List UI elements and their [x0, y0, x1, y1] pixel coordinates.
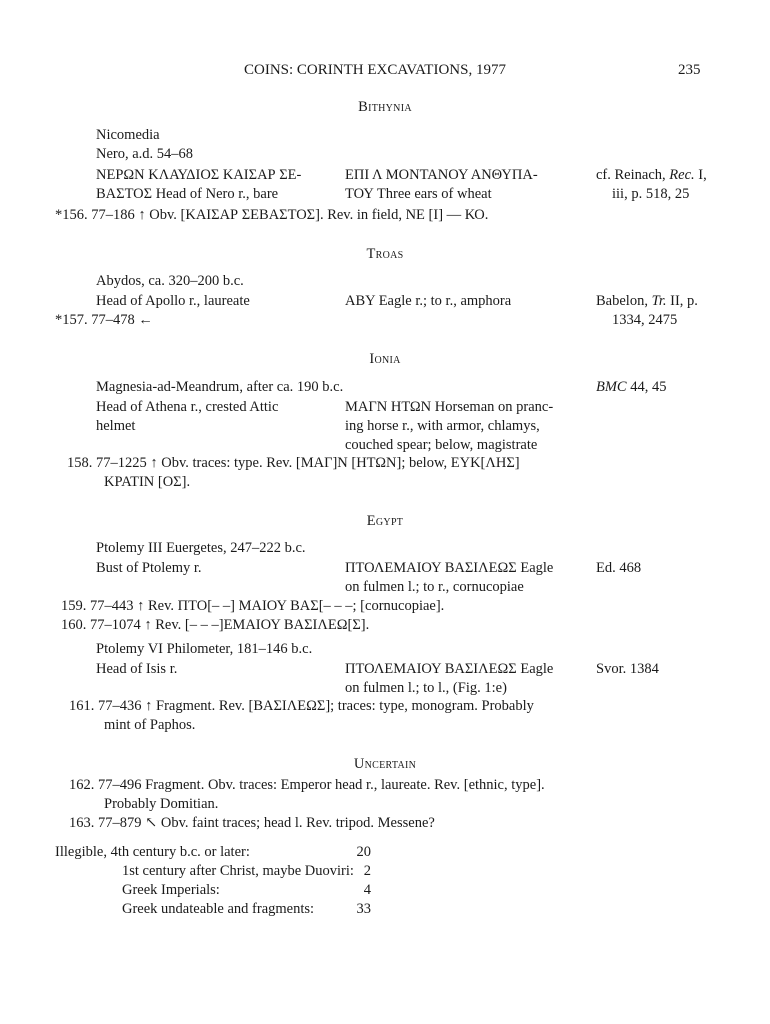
reverse-legend-line1: ΕΠΙ Λ ΜΟΝΤΑΝΟΥ ΑΝΘΥΠΑ- — [345, 167, 538, 183]
reference-reinach-suffix: I, — [694, 167, 707, 183]
section-heading-ionia: Ionia — [369, 351, 401, 367]
reverse-legend-line2: ΤΟΥ Three ears of wheat — [345, 186, 492, 202]
section-heading-bithynia: Bithynia — [358, 99, 412, 115]
reverse-description: ΑΒΥ Eagle r.; to r., amphora — [345, 293, 512, 309]
reference-babelon-title: Tr. — [651, 293, 667, 309]
obverse-legend-line2: helmet — [96, 418, 136, 434]
tally-count: 2 — [363, 863, 371, 879]
obverse-description: Head of Apollo r., laureate — [96, 293, 250, 309]
reverse-legend-line2: ing horse r., with armor, chlamys, — [345, 418, 540, 434]
catalog-entry-156: *156. 77–186 ↑ Obv. [ΚΑΙΣΑΡ ΣΕΒΑΣΤΟΣ]. Rev. in field, ΝΕ [Ι] — ΚΟ. — [55, 207, 489, 223]
obverse-legend-line1: Head of Athena r., crested Attic — [96, 399, 279, 415]
reference-babelon-prefix: Babelon, — [596, 293, 652, 309]
reference-reinach-line2: iii, p. 518, 25 — [612, 186, 690, 202]
reference-reinach-prefix: cf. Reinach, — [596, 167, 670, 183]
reference-babelon-line2: 1334, 2475 — [612, 312, 678, 328]
reference-bmc-suffix: 44, 45 — [626, 379, 667, 395]
tally-label: Greek Imperials: — [122, 882, 220, 898]
city-abydos: Abydos, ca. 320–200 b.c. — [96, 273, 244, 289]
reference-babelon — [596, 292, 698, 311]
catalog-entry-157: *157. 77–478 ← — [55, 312, 153, 328]
tally-label: 1st century after Christ, maybe Duoviri: — [122, 863, 354, 879]
catalog-entry-163: 163. 77–879 ↖ Obv. faint traces; head l. Rev. tripod. Messene? — [69, 815, 435, 831]
obverse-description: Head of Isis r. — [96, 661, 178, 677]
catalog-entry-161: 161. 77–436 ↑ Fragment. Rev. [ΒΑΣΙΛΕΩΣ]; traces: type, monogram. Probably — [69, 698, 534, 714]
ruler-ptolemy-iii: Ptolemy III Euergetes, 247–222 b.c. — [96, 540, 306, 556]
catalog-entry-160: 160. 77–1074 ↑ Rev. [– – –]ΕΜΑΙΟΥ ΒΑΣΙΛΕΩ[Σ]. — [61, 617, 370, 633]
obverse-description: Bust of Ptolemy r. — [96, 560, 202, 576]
reference-bmc — [596, 378, 666, 397]
tally-count: 4 — [363, 882, 371, 898]
city-nicomedia: Nicomedia — [96, 127, 160, 143]
catalog-entry-159: 159. 77–443 ↑ Rev. ΠΤΟ[– –] ΜΑΙΟΥ ΒΑΣ[– – –; [cornucopiae]. — [61, 598, 445, 614]
catalog-entry-162: 162. 77–496 Fragment. Obv. traces: Emperor head r., laureate. Rev. [ethnic, type]. — [69, 777, 545, 793]
tally-label: Greek undateable and fragments: — [122, 901, 315, 917]
tally-count: 33 — [356, 901, 371, 917]
tally-label: Illegible, 4th century b.c. or later: — [55, 844, 250, 860]
page-number: 235 — [678, 62, 701, 78]
reverse-legend-line1: ΜΑΓΝ ΗΤΩΝ Horseman on pranc- — [345, 399, 554, 415]
reverse-legend-line3: couched spear; below, magistrate — [345, 437, 538, 453]
catalog-entry-158-continued: ΚΡΑΤΙΝ [ΟΣ]. — [104, 474, 191, 490]
section-heading-egypt: Egypt — [366, 513, 404, 529]
city-magnesia: Magnesia-ad-Meandrum, after ca. 190 b.c. — [96, 379, 344, 395]
reference-reinach — [596, 166, 707, 185]
tally-count: 20 — [356, 844, 371, 860]
reverse-legend-line2: on fulmen l.; to r., cornucopiae — [345, 579, 524, 595]
catalog-entry-162-continued: Probably Domitian. — [104, 796, 219, 812]
obverse-legend-line2: ΒΑΣΤΟΣ Head of Nero r., bare — [96, 186, 279, 202]
reference-babelon-suffix: II, p. — [666, 293, 698, 309]
running-header-title: COINS: CORINTH EXCAVATIONS, 1977 — [244, 62, 506, 78]
obverse-legend-line1: ΝΕΡΩΝ ΚΛΑΥΔΙΟΣ ΚΑΙΣΑΡ ΣΕ- — [96, 167, 302, 183]
section-heading-uncertain: Uncertain — [353, 756, 417, 772]
reference-ed: Ed. 468 — [596, 560, 642, 576]
section-heading-troas: Troas — [366, 246, 404, 262]
reverse-legend-line1: ΠΤΟΛΕΜΑΙΟΥ ΒΑΣΙΛΕΩΣ Eagle — [345, 661, 554, 677]
catalog-entry-158: 158. 77–1225 ↑ Obv. traces: type. Rev. [ΜΑΓ]Ν [ΗΤΩΝ]; below, ΕΥΚ[ΛΗΣ] — [67, 455, 520, 471]
reference-bmc-title: BMC — [596, 379, 627, 395]
catalog-entry-161-continued: mint of Paphos. — [104, 717, 196, 733]
reverse-legend-line2: on fulmen l.; to l., (Fig. 1:e) — [345, 680, 507, 696]
reference-reinach-title: Rec. — [669, 167, 695, 183]
ruler-nero: Nero, a.d. 54–68 — [96, 146, 194, 162]
ruler-ptolemy-vi: Ptolemy VI Philometer, 181–146 b.c. — [96, 641, 313, 657]
reference-svoronos: Svor. 1384 — [596, 661, 659, 677]
reverse-legend-line1: ΠΤΟΛΕΜΑΙΟΥ ΒΑΣΙΛΕΩΣ Eagle — [345, 560, 554, 576]
